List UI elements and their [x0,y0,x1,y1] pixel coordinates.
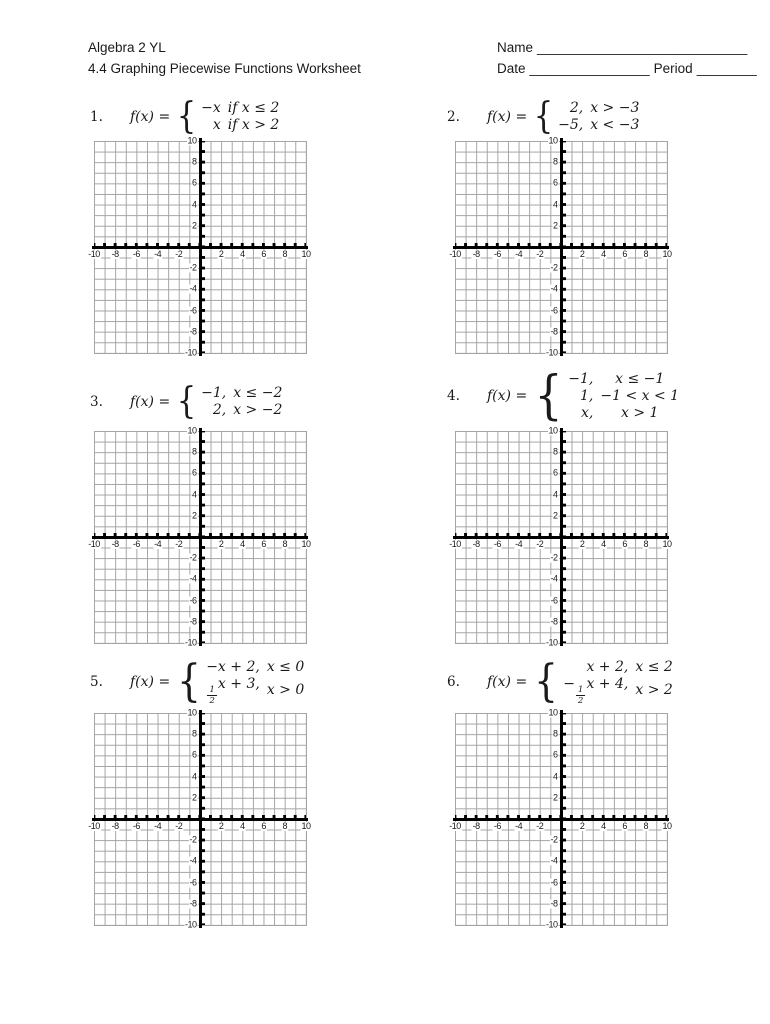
x-axis-label: -6 [493,820,501,831]
x-axis-label: 6 [622,248,627,259]
piece-expression: $\frac{1}{2}$ x + 3, [209,676,260,706]
y-axis-label: 10 [548,135,558,146]
piece-condition: if x > 2 [227,117,280,133]
problem-5-pieces [206,659,304,706]
y-axis-label: 6 [191,467,197,478]
y-axis-ticks [563,713,566,925]
x-axis-label: 2 [579,820,585,831]
x-axis-label: 6 [261,248,266,259]
y-axis-label: -6 [550,305,558,316]
y-axis-label: 6 [552,177,558,188]
x-axis-label: 2 [218,538,224,549]
piece-condition: x > 2 [635,682,673,699]
x-axis-label: -8 [472,248,480,259]
x-axis-label: 2 [218,248,224,259]
piece-expression: −5, [558,117,584,133]
y-axis-label: -2 [550,834,558,845]
y-axis-label: 6 [191,177,197,188]
problem-2-number: 2. [447,109,460,125]
name-blank-line: ____________________________ [537,40,748,55]
x-axis-label: 2 [579,538,585,549]
problem-3-function-notation: f(x) = [130,394,171,410]
x-axis-label: 8 [282,820,288,831]
x-axis-label: -10 [449,248,461,259]
x-axis-label: 8 [643,820,649,831]
y-axis-label: -10 [184,637,197,648]
piecewise-brace-icon: { [176,96,197,137]
y-axis-ticks [202,713,205,925]
x-axis-label: 10 [662,248,672,259]
piece-expression: x, [581,404,594,421]
problem-1-pieces [201,100,279,134]
name-line [497,37,761,58]
piece-expression: −1, [201,385,227,401]
y-axis-label: 4 [191,771,197,782]
y-axis-label: 2 [552,510,558,521]
x-axis-label: -10 [88,248,100,259]
x-axis-label: 10 [662,538,672,549]
y-axis-ticks [563,431,566,643]
y-axis-label: 2 [552,792,558,803]
y-axis-label: -2 [189,552,197,563]
worksheet-title: 4.4 Graphing Piecewise Functions Worksheet [88,61,361,76]
piece-condition: x ≤ −1 [615,370,665,387]
piece-condition: x > −3 [590,100,640,116]
problem-4-graph [449,425,672,648]
x-axis-label: -2 [536,248,544,259]
y-axis-label: -8 [550,326,558,337]
x-axis-label: 4 [601,820,606,831]
problem-3 [90,381,283,422]
y-axis-label: 10 [187,707,197,718]
piecewise-brace-icon: { [176,381,197,422]
problem-6 [447,656,673,708]
y-axis-ticks [563,141,566,353]
problem-5-number: 5. [90,674,103,691]
piecewise-brace-icon: { [533,96,554,137]
x-axis-label: -4 [154,248,162,259]
x-axis-label: 10 [301,820,311,831]
date-blank-line: ________________ [529,61,650,76]
y-axis-label: 8 [552,446,558,457]
x-axis-label: -8 [111,248,119,259]
x-axis-label: -8 [472,538,480,549]
y-axis-label: -8 [189,326,197,337]
problem-5 [90,656,305,708]
y-axis-label: 2 [191,510,197,521]
y-axis-ticks [202,431,205,643]
y-axis-label: 8 [552,728,558,739]
x-axis-label: 10 [662,820,672,831]
y-axis-label: 4 [191,199,197,210]
y-axis-label: 8 [552,156,558,167]
piece-condition: x ≤ −2 [233,385,283,401]
y-axis-label: -4 [189,283,197,294]
problem-6-graph [449,707,672,930]
x-axis-label: -4 [154,820,162,831]
piecewise-brace-icon: { [534,366,563,426]
problem-1-function-notation: f(x) = [130,109,171,125]
y-axis-label: -4 [189,855,197,866]
piece-expression: x + 2, [586,659,629,675]
piece-condition: x ≤ 2 [635,659,673,675]
date-period-line [497,58,761,79]
y-axis-label: -6 [550,595,558,606]
problem-5-function-notation: f(x) = [130,674,171,691]
y-axis-label: 4 [552,771,558,782]
problem-2-pieces [558,100,639,134]
fraction: $\frac{1}{2}$ [209,684,215,706]
piece-expression: 2, [569,100,584,116]
x-axis-label: -8 [111,820,119,831]
x-axis-label: 4 [601,538,606,549]
period-blank-line: ________ [696,61,757,76]
y-axis-label: -2 [189,262,197,273]
piece-condition: −1 < x < 1 [600,387,680,404]
problem-5-graph [88,707,311,930]
x-axis-label: -6 [493,538,501,549]
x-axis-label: 8 [282,538,288,549]
x-axis-label: 10 [301,248,311,259]
name-label: Name [497,40,534,55]
y-axis-label: 8 [191,446,197,457]
x-axis-label: -2 [175,538,183,549]
period-label: Period [653,61,693,76]
piece-condition: x ≤ 0 [266,659,305,675]
course-title: Algebra 2 YL [88,40,166,55]
x-axis-label: -4 [515,248,523,259]
x-axis-label: -8 [472,820,480,831]
problem-6-pieces [563,659,673,706]
x-axis-label: -2 [175,820,183,831]
y-axis-label: -2 [550,262,558,273]
y-axis-label: 4 [552,199,558,210]
x-axis-label: 6 [622,538,627,549]
y-axis-label: -10 [545,919,558,930]
x-axis-label: -10 [449,538,461,549]
x-axis-label: 4 [240,248,245,259]
y-axis-label: 6 [191,749,197,760]
y-axis-label: -10 [545,637,558,648]
x-axis-label: -6 [132,538,140,549]
x-axis-label: 6 [261,538,266,549]
piece-expression: −x [201,100,221,116]
header-left [88,37,361,79]
y-axis-label: -4 [550,283,558,294]
piece-expression: 2, [212,402,227,418]
piecewise-brace-icon: { [534,656,559,708]
x-axis-label: -6 [132,248,140,259]
y-axis-label: 2 [191,792,197,803]
piece-condition: x < −3 [590,117,640,133]
problem-4-pieces [568,371,679,422]
y-axis-label: 8 [191,156,197,167]
y-axis-label: -8 [550,616,558,627]
fraction: $\frac{1}{2}$ [577,684,584,706]
piece-condition: x > 1 [621,404,659,421]
y-axis-label: -8 [189,616,197,627]
date-label: Date [497,61,526,76]
problem-4-function-notation: f(x) = [487,388,528,404]
x-axis-label: 4 [240,538,245,549]
y-axis-label: -4 [189,573,197,584]
y-axis-label: -10 [184,347,197,358]
problem-2 [447,96,640,137]
piece-expression: 1, [580,387,594,404]
x-axis-label: -10 [449,820,461,831]
y-axis-label: 10 [187,135,197,146]
x-axis-label: 6 [261,820,266,831]
x-axis-label: 10 [301,538,311,549]
x-axis-label: -6 [493,248,501,259]
x-axis-label: -4 [515,538,523,549]
y-axis-label: -4 [550,855,558,866]
x-axis-label: 2 [579,248,585,259]
y-axis-label: -10 [184,919,197,930]
x-axis-label: 2 [218,820,224,831]
y-axis-ticks [202,141,205,353]
problem-4 [447,366,680,426]
piece-condition: if x ≤ 2 [227,100,280,116]
y-axis-label: -6 [189,595,197,606]
piecewise-brace-icon: { [177,656,202,708]
y-axis-label: -6 [189,877,197,888]
problem-1 [90,96,280,137]
y-axis-label: 2 [552,220,558,231]
piece-expression: −1, [568,370,594,387]
x-axis-label: -2 [536,538,544,549]
y-axis-label: 10 [187,425,197,436]
piece-condition: x > 0 [266,682,305,699]
x-axis-label: -6 [132,820,140,831]
x-axis-label: -10 [88,820,100,831]
problem-1-graph [88,135,311,358]
problem-3-pieces [201,385,282,419]
piece-expression: − $\frac{1}{2}$ x + 4, [563,676,629,706]
y-axis-label: 4 [552,489,558,500]
x-axis-label: 8 [643,538,649,549]
x-axis-label: -2 [175,248,183,259]
x-axis-label: 6 [622,820,627,831]
x-axis-label: 4 [240,820,245,831]
problem-2-function-notation: f(x) = [487,109,528,125]
y-axis-label: -6 [189,305,197,316]
y-axis-label: -10 [545,347,558,358]
y-axis-label: -8 [550,898,558,909]
y-axis-label: 2 [191,220,197,231]
y-axis-label: -4 [550,573,558,584]
x-axis-label: -2 [536,820,544,831]
y-axis-label: 8 [191,728,197,739]
x-axis-label: -4 [515,820,523,831]
problem-3-number: 3. [90,394,103,410]
y-axis-label: -2 [189,834,197,845]
problem-4-number: 4. [447,388,460,404]
piece-condition: x > −2 [233,402,283,418]
problem-1-number: 1. [90,109,103,125]
y-axis-label: 10 [548,425,558,436]
x-axis-label: 8 [643,248,649,259]
y-axis-label: 6 [552,749,558,760]
problem-6-number: 6. [447,674,460,691]
y-axis-label: 10 [548,707,558,718]
x-axis-label: -8 [111,538,119,549]
name-date-block [497,37,761,79]
x-axis-label: 4 [601,248,606,259]
piece-expression: x [212,117,221,133]
problem-6-function-notation: f(x) = [487,674,528,691]
y-axis-label: -2 [550,552,558,563]
y-axis-label: 6 [552,467,558,478]
y-axis-label: -8 [189,898,197,909]
problem-3-graph [88,425,311,648]
y-axis-label: 4 [191,489,197,500]
y-axis-label: -6 [550,877,558,888]
x-axis-label: 8 [282,248,288,259]
piece-expression: −x + 2, [206,659,260,675]
x-axis-label: -10 [88,538,100,549]
problem-2-graph [449,135,672,358]
x-axis-label: -4 [154,538,162,549]
